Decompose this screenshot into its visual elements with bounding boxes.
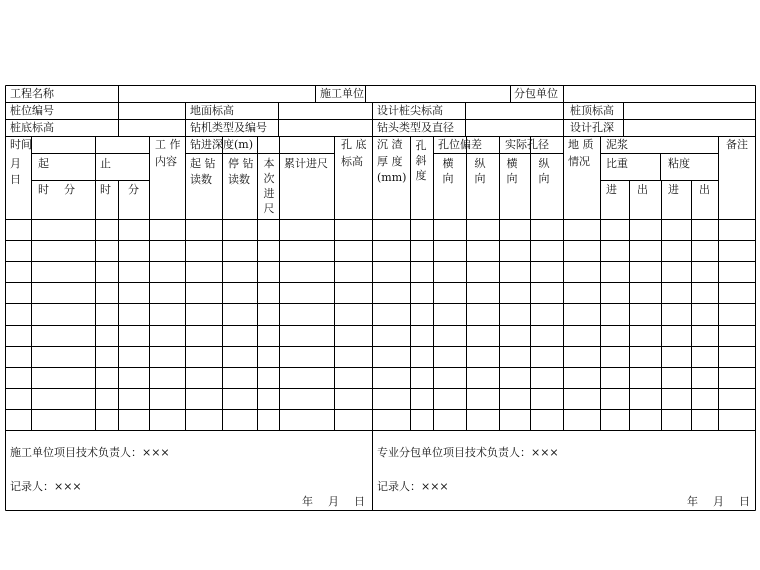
col-diameter-horizontal: 横向 bbox=[506, 157, 518, 185]
date-month-left: 月 bbox=[328, 495, 339, 508]
col-deviation-horizontal: 横向 bbox=[442, 157, 454, 185]
col-gravity-out: 出 bbox=[637, 183, 648, 196]
date-month-right: 月 bbox=[713, 495, 724, 508]
col-remarks: 备注 bbox=[726, 138, 748, 151]
col-this-advance: 本次进尺 bbox=[263, 157, 275, 215]
col-cumulative-advance: 累计进尺 bbox=[284, 157, 328, 170]
col-gravity-in: 进 bbox=[606, 183, 617, 196]
col-drill-depth: 钻进深度(m) bbox=[190, 138, 254, 151]
col-start-reading-2: 读数 bbox=[190, 173, 212, 186]
col-diameter-vertical: 纵向 bbox=[538, 157, 550, 185]
construction-tech-lead-signature: 施工单位项目技术负责人：××× bbox=[10, 446, 170, 459]
label-construction-unit: 施工单位 bbox=[320, 87, 364, 100]
col-stop-hour: 时 bbox=[100, 183, 111, 196]
subcontract-tech-lead-signature: 专业分包单位项目技术负责人：××× bbox=[377, 446, 559, 459]
col-work-content-1: 工 作 bbox=[155, 138, 181, 151]
date-day-right: 日 bbox=[739, 495, 750, 508]
date-year-left: 年 bbox=[302, 495, 313, 508]
col-geology-1: 地 质 bbox=[568, 138, 594, 151]
label-design-hole-depth: 设计孔深 bbox=[570, 121, 614, 134]
col-work-content-2: 内容 bbox=[155, 155, 177, 168]
col-start-minute: 分 bbox=[64, 183, 75, 196]
col-start: 起 bbox=[38, 157, 49, 170]
col-actual-diameter: 实际孔径 bbox=[505, 138, 549, 151]
col-position-deviation: 孔位偏差 bbox=[438, 138, 482, 151]
col-start-reading-1: 起 钻 bbox=[190, 157, 216, 170]
col-viscosity: 粘度 bbox=[668, 157, 690, 170]
label-pile-top-elevation: 桩顶标高 bbox=[570, 104, 614, 117]
date-year-right: 年 bbox=[687, 495, 698, 508]
col-stop: 止 bbox=[100, 157, 111, 170]
col-sediment-3: (mm) bbox=[377, 171, 407, 184]
label-ground-elevation: 地面标高 bbox=[190, 104, 234, 117]
col-day: 日 bbox=[10, 173, 21, 186]
col-geology-2: 情况 bbox=[568, 155, 590, 168]
date-day-left: 日 bbox=[354, 495, 365, 508]
col-mud: 泥浆 bbox=[606, 138, 628, 151]
label-project-name: 工程名称 bbox=[10, 87, 54, 100]
label-rig-type-number: 钻机类型及编号 bbox=[190, 121, 267, 134]
label-pile-number: 桩位编号 bbox=[10, 104, 54, 117]
recorder-left: 记录人：××× bbox=[10, 480, 82, 493]
col-hole-tilt: 孔斜度 bbox=[415, 139, 427, 182]
col-sediment-1: 沉 渣 bbox=[377, 138, 403, 151]
col-time: 时间 bbox=[10, 138, 32, 151]
label-design-pile-top-elevation: 设计桩尖标高 bbox=[377, 104, 443, 117]
col-specific-gravity: 比重 bbox=[606, 157, 628, 170]
col-hole-bottom-2: 标高 bbox=[341, 155, 363, 168]
col-deviation-vertical: 纵向 bbox=[474, 157, 486, 185]
col-stop-reading-1: 停 钻 bbox=[228, 157, 254, 170]
col-sediment-2: 厚 度 bbox=[377, 155, 403, 168]
col-viscosity-in: 进 bbox=[668, 183, 679, 196]
label-subcontract-unit: 分包单位 bbox=[514, 87, 558, 100]
label-pile-bottom-elevation: 桩底标高 bbox=[10, 121, 54, 134]
col-viscosity-out: 出 bbox=[699, 183, 710, 196]
label-bit-type-diameter: 钻头类型及直径 bbox=[377, 121, 454, 134]
col-start-hour: 时 bbox=[38, 183, 49, 196]
col-stop-reading-2: 读数 bbox=[228, 173, 250, 186]
col-stop-minute: 分 bbox=[128, 183, 139, 196]
recorder-right: 记录人：××× bbox=[377, 480, 449, 493]
col-month: 月 bbox=[10, 157, 21, 170]
col-hole-bottom-1: 孔 底 bbox=[341, 138, 367, 151]
